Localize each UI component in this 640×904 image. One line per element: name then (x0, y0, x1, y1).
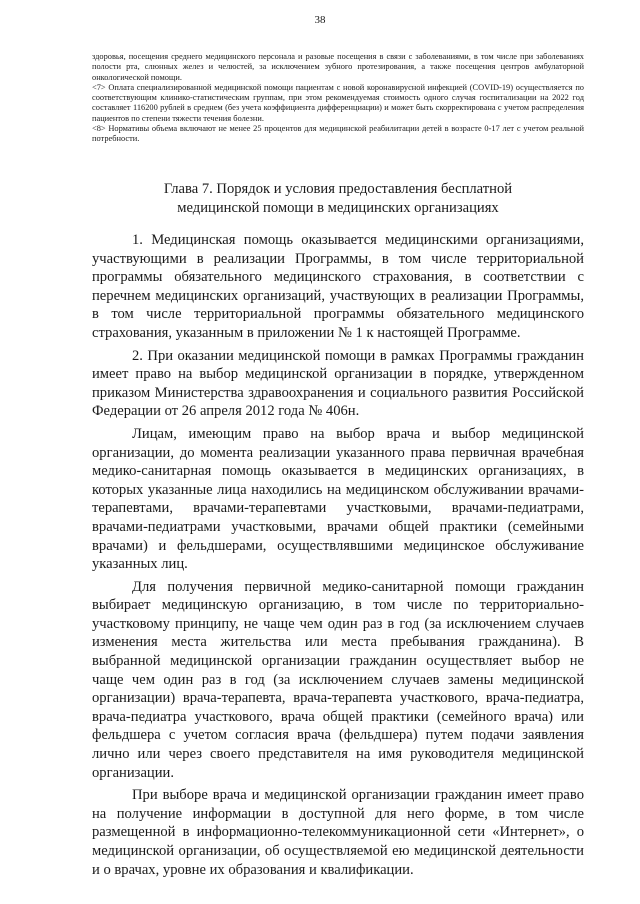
footnote-continuation: здоровья, посещения среднего медицинского персонала и разовые посещения в связи с заболеваниями, в том числе при заболеваниях полости рта, слюнных желез и челюстей, за исключением зубного протезирования, а также посещения центров амбулаторной онкологической помощи. (92, 52, 584, 82)
paragraph-4: Для получения первичной медико-санитарной помощи гражданин выбирает медицинскую организацию, в том числе по территориально-участковому принципу, не чаще чем один раз в год (за исключением случаев изменения места жительства или места пребывания гражданина). В выбранной медицинской организации гражданин осуществляет выбор не чаще чем один раз в год (за исключением случаев замены медицинской организации) врача-терапевта, врача-терапевта участкового, врача-педиатра, врача-педиатра участкового, врача общей практики (семейного врача) или фельдшера с учетом согласия врача (фельдшера) путем подачи заявления лично или через своего представителя на имя руководителя медицинской организации. (92, 578, 584, 781)
chapter-title-line-2: медицинской помощи в медицинских организациях (177, 200, 499, 216)
paragraph-3: Лицам, имеющим право на выбор врача и выбор медицинской организации, до момента реализации указанного права первичная врачебная медико-санитарная помощь оказывается в медицинских организациях, в которых указанные лица находились на медицинском обслуживании врачами-терапевтами, врачами-терапевтами участковыми, врачами-педиатрами, врачами-педиатрами участковыми, врачами общей практики (семейными врачами) и фельдшерами, осуществлявшими медицинское обслуживание указанных лиц. (92, 425, 584, 573)
paragraph-5: При выборе врача и медицинской организации гражданин имеет право на получение информации в доступной для него форме, в том числе размещенной в информационно-телекоммуникационной сети «Интернет», о медицинской организации, об осуществляемой ею медицинской деятельности и о врачах, уровне их образования и квалификации. (92, 787, 584, 878)
footnote-7: <7> Оплата специализированной медицинской помощи пациентам с новой коронавирусной инфекцией (COVID-19) осуществляется по соответствующим клинико-статистическим группам, при этом рекомендуемая стоимость одного случая госпитализации на 2022 год составляет 116200 рублей в среднем (без учета коэффициента дифференциации) и может быть скорректирована с учетом распределения пациентов по степени тяжести течения болезни. (92, 82, 584, 123)
chapter-title (92, 180, 584, 218)
chapter-title-line-1: Глава 7. Порядок и условия предоставления бесплатной (163, 181, 513, 197)
body-text (92, 231, 584, 883)
footnotes (92, 52, 584, 145)
footnote-8: <8> Нормативы объема включают не менее 25 процентов для медицинской реабилитации детей в возрасте 0-17 лет с учетом реальной потребности. (92, 124, 584, 144)
page-number: 38 (314, 14, 326, 26)
paragraph-1: 1. Медицинская помощь оказывается медицинскими организациями, участвующими в реализации Программы, в том числе территориальной программы обязательного медицинского страхования, в соответствии с перечнем медицинских организаций, участвующих в реализации Программы, в том числе территориальной программы обязательного медицинского страхования, указанным в приложении № 1 к настоящей Программе. (92, 232, 584, 341)
paragraph-2: 2. При оказании медицинской помощи в рамках Программы гражданин имеет право на выбор медицинской организации в порядке, утвержденном приказом Министерства здравоохранения и социального развития Российской Федерации от 26 апреля 2012 года № 406н. (92, 347, 584, 420)
